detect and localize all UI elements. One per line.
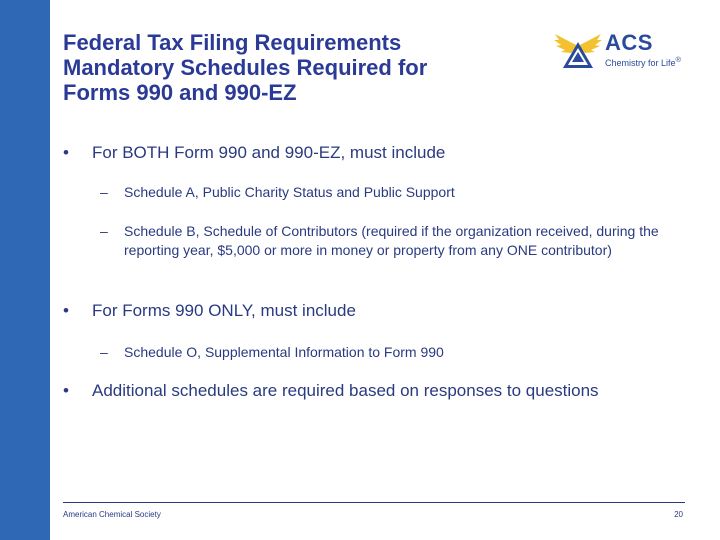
sub-text: Schedule A, Public Charity Status and Public Support <box>124 184 455 200</box>
sub-text: Schedule O, Supplemental Information to Form 990 <box>124 344 444 360</box>
footer-organization: American Chemical Society <box>63 510 161 519</box>
logo-tagline: Chemistry for Life® <box>605 55 682 68</box>
logo-name: ACS <box>605 30 653 55</box>
acs-emblem-icon <box>553 28 603 80</box>
sub-marker: – <box>100 223 108 239</box>
bullet-text: For BOTH Form 990 and 990-EZ, must include <box>92 143 446 162</box>
slide-title <box>63 30 533 105</box>
bullet-marker: • <box>63 381 69 400</box>
title-line-3: Forms 990 and 990-EZ <box>63 80 297 105</box>
bullet-marker: • <box>63 301 69 320</box>
sub-marker: – <box>100 344 108 360</box>
sub-marker: – <box>100 184 108 200</box>
bullet-text: For Forms 990 ONLY, must include <box>92 301 356 320</box>
left-accent-bar <box>0 0 50 540</box>
bullet-text: Additional schedules are required based on responses to questions <box>92 381 599 400</box>
acs-logo <box>553 28 693 84</box>
sub-text: Schedule B, Schedule of Contributors (required if the organization received, during the reporting year, $5,000 or more in money or property from any ONE contributor) <box>124 223 659 258</box>
title-line-2: Mandatory Schedules Required for <box>63 55 428 80</box>
page-number: 20 <box>674 510 683 519</box>
bullet-marker: • <box>63 143 69 162</box>
footer-divider <box>63 502 685 503</box>
title-line-1: Federal Tax Filing Requirements <box>63 30 402 55</box>
